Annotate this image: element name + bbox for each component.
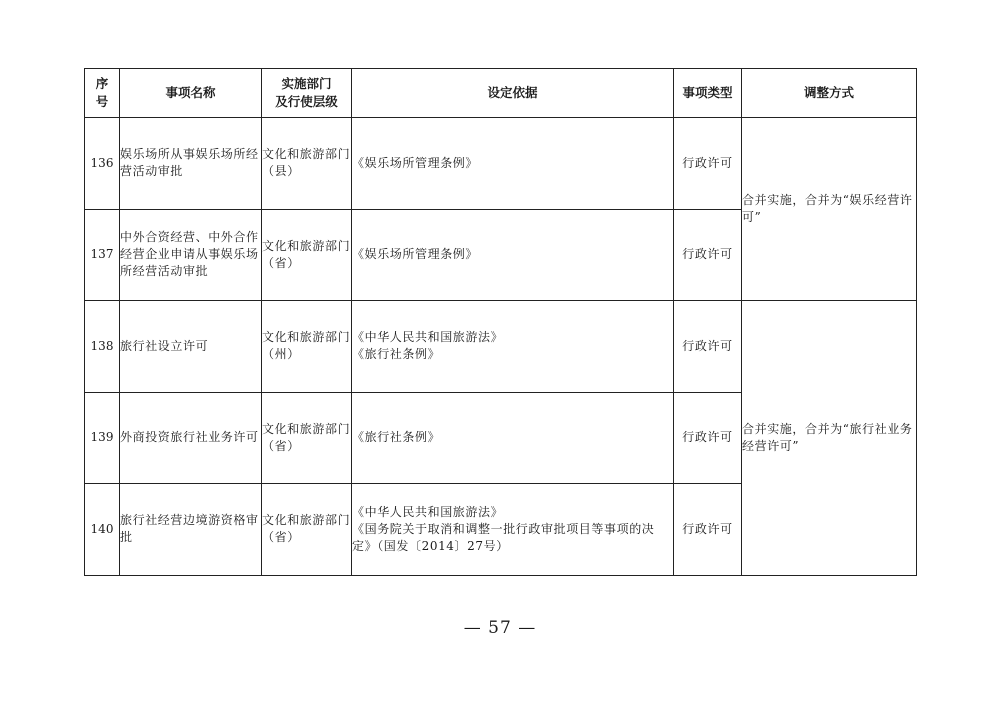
header-type: 事项类型 [674, 69, 742, 118]
basis-line: 《中华人民共和国旅游法》 [352, 504, 504, 519]
row-type: 行政许可 [674, 484, 742, 576]
header-dept: 实施部门 及行使层级 [262, 69, 352, 118]
page-number: — 57 — [463, 618, 537, 638]
adjust-group: 合并实施，合并为“娱乐经营许可” [742, 118, 917, 301]
row-name: 娱乐场所从事娱乐场所经营活动审批 [120, 118, 262, 210]
row-type: 行政许可 [674, 118, 742, 210]
row-dept: 文化和旅游部门（州） [262, 301, 352, 393]
basis-line: 《旅行社条例》 [352, 347, 441, 362]
adjust-group: 合并实施，合并为“旅行社业务经营许可” [742, 301, 917, 576]
row-no: 137 [85, 209, 120, 301]
row-basis [352, 301, 674, 393]
basis-line: 《中华人民共和国旅游法》 [352, 330, 504, 345]
table-row [85, 301, 917, 393]
row-no: 138 [85, 301, 120, 393]
row-type: 行政许可 [674, 392, 742, 484]
row-dept: 文化和旅游部门（省） [262, 392, 352, 484]
row-basis [352, 209, 674, 301]
basis-line: 《国务院关于取消和调整一批行政审批项目等事项的决定》（国发〔2014〕27号） [352, 521, 655, 553]
header-name: 事项名称 [120, 69, 262, 118]
header-basis: 设定依据 [352, 69, 674, 118]
row-type: 行政许可 [674, 301, 742, 393]
row-name: 外商投资旅行社业务许可 [120, 392, 262, 484]
row-basis [352, 484, 674, 576]
row-no: 136 [85, 118, 120, 210]
row-name: 旅行社设立许可 [120, 301, 262, 393]
basis-line: 《旅行社条例》 [352, 430, 441, 445]
row-basis [352, 392, 674, 484]
row-no: 139 [85, 392, 120, 484]
row-no: 140 [85, 484, 120, 576]
row-name: 旅行社经营边境游资格审批 [120, 484, 262, 576]
items-table [84, 68, 917, 576]
row-name: 中外合资经营、中外合作经营企业申请从事娱乐场所经营活动审批 [120, 209, 262, 301]
row-dept: 文化和旅游部门（县） [262, 118, 352, 210]
row-basis [352, 118, 674, 210]
basis-line: 《娱乐场所管理条例》 [352, 247, 479, 262]
basis-line: 《娱乐场所管理条例》 [352, 155, 479, 170]
table-header-row [85, 69, 917, 118]
row-dept: 文化和旅游部门（省） [262, 209, 352, 301]
table-row [85, 118, 917, 210]
row-dept: 文化和旅游部门（省） [262, 484, 352, 576]
header-no: 序号 [85, 69, 120, 118]
header-adjust: 调整方式 [742, 69, 917, 118]
row-type: 行政许可 [674, 209, 742, 301]
